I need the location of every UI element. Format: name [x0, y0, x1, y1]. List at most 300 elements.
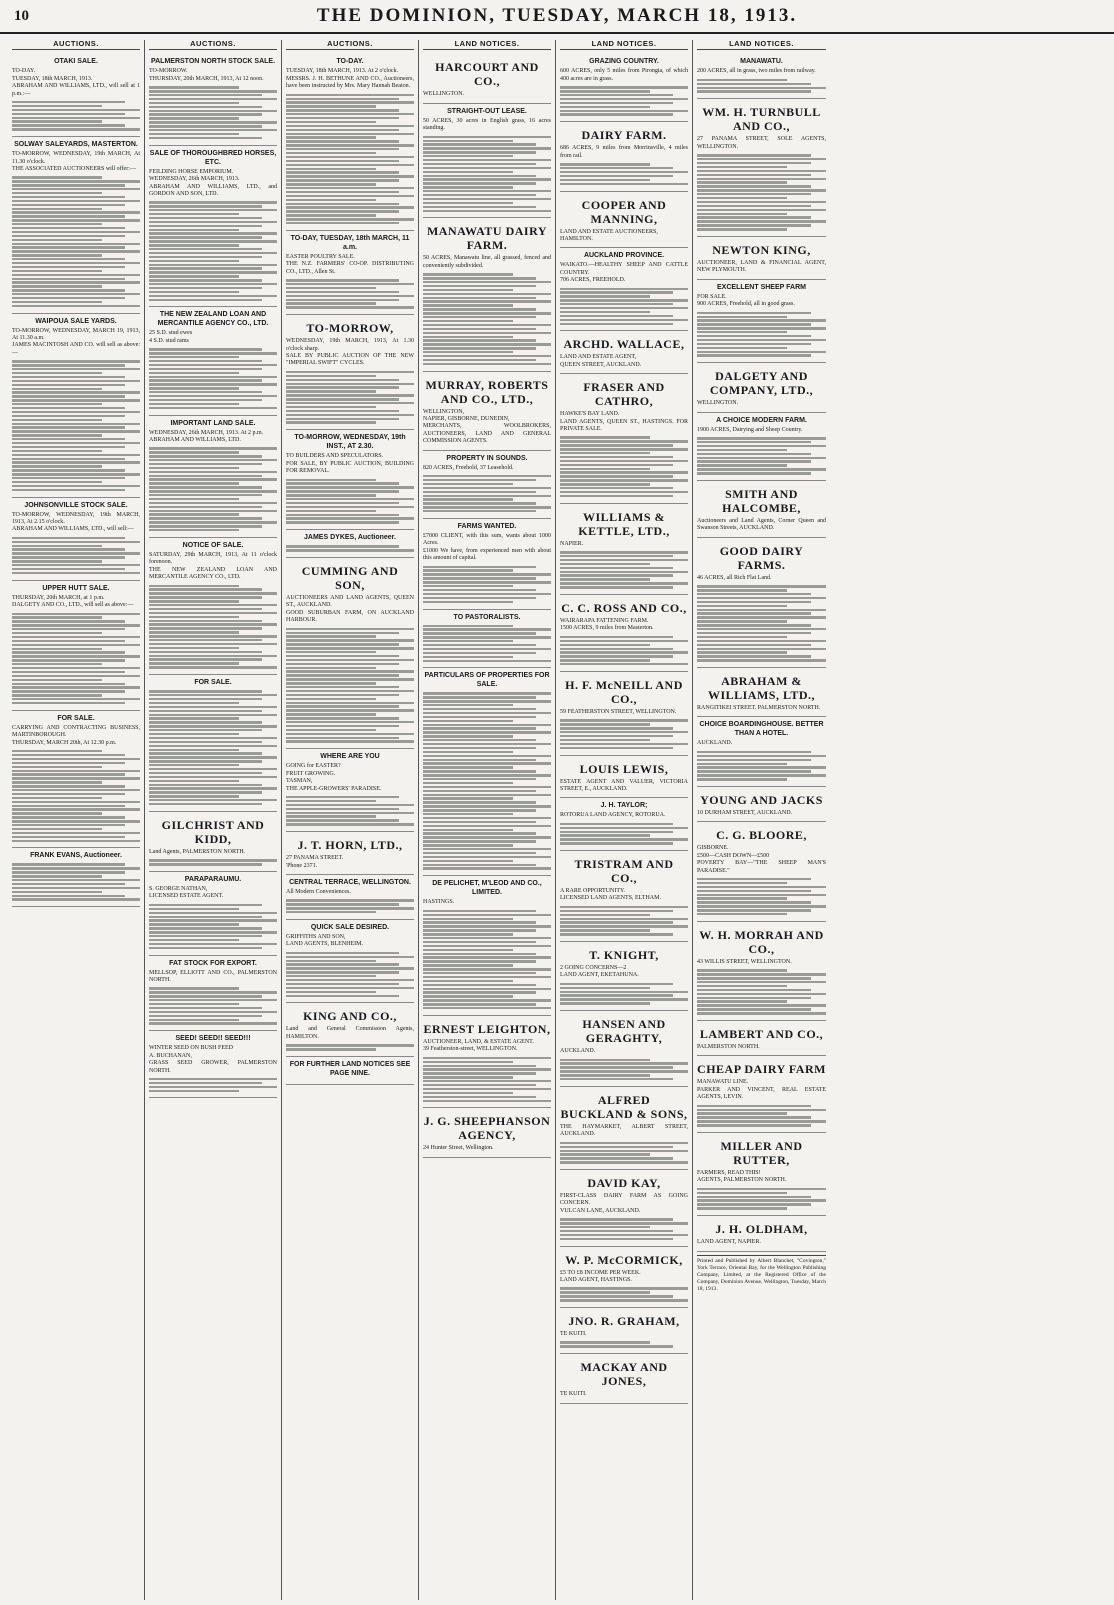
small-print-block — [149, 1078, 277, 1092]
advertisement-heading: JOHNSONVILLE STOCK SALE. — [24, 501, 128, 509]
advertisement — [560, 1087, 688, 1170]
advertisement — [12, 711, 140, 849]
advertisement-heading: CHOICE BOARDINGHOUSE. BETTER THAN A HOTEL. — [699, 721, 824, 738]
advertisement-heading: WM. H. TURNBULL AND CO., — [702, 105, 821, 134]
advertisement-heading: EXCELLENT SHEEP FARM — [717, 283, 806, 291]
advertisement-heading: GRAZING COUNTRY. — [589, 58, 659, 66]
advertisement — [149, 872, 277, 956]
advertisement-text: Auctioneers and Land Agents, Corner Queen and Swanson Streets, AUCKLAND. — [697, 518, 826, 532]
advertisement-text: TE KUITI. — [560, 1391, 587, 1398]
advertisement-heading: FOR SALE. — [194, 679, 232, 687]
advertisement-heading: THE NEW ZEALAND LOAN AND MERCANTILE AGENCY CO., LTD. — [157, 311, 269, 328]
small-print-block — [697, 437, 826, 474]
advertisement-text: 820 ACRES, Freehold, 37 Leasehold. — [423, 464, 514, 471]
advertisement — [423, 519, 551, 610]
advertisement-heading: JNO. R. GRAHAM, — [568, 1314, 680, 1328]
advertisement-text: AUCKLAND. — [560, 1048, 596, 1055]
advertisement-text: A. BUCHANAN, — [149, 1052, 192, 1059]
advertisement-text: AUCTIONEERS AND LAND AGENTS, QUEEN ST., AUCKLAND. — [286, 595, 414, 609]
imprint-footer: Printed and Published by Albert Blanchet, "Covington," York Terrace, Oriental Bay, for the Wellington Publishing Company, Limited, at the Registered Office of the Company, Dominion Avenue, Wellington, Tuesday, March 18, 1913. — [697, 1255, 826, 1293]
small-print-block — [560, 86, 688, 116]
advertisement-heading: COOPER AND MANNING, — [581, 197, 667, 226]
advertisement-text: 'Phone 2371. — [286, 862, 318, 869]
advertisement-heading: IMPORTANT LAND SALE. — [170, 419, 256, 427]
advertisement-heading: HARCOURT AND CO., — [435, 60, 539, 89]
advertisement-text: LAND AGENT, HASTINGS. — [560, 1277, 632, 1284]
advertisement-text: 25 S.D. stud ewes — [149, 330, 193, 337]
advertisement-text: ESTATE AGENT AND VALUER, VICTORIA STREET, E., AUCKLAND. — [560, 778, 688, 792]
advertisement-text: 27 PANAMA STREET. — [286, 855, 344, 862]
advertisement-heading: WAIPOUA SALE YARDS. — [35, 317, 117, 325]
advertisement-text: SATURDAY, 29th MARCH, 1913, At 11 o'clock forenoon. — [149, 551, 277, 566]
advertisement — [560, 504, 688, 595]
advertisement-heading: PROPERTY IN SOUNDS. — [446, 454, 528, 462]
small-print-block — [423, 625, 551, 662]
advertisement — [697, 363, 826, 412]
column-heading: AUCTIONS. — [149, 40, 277, 50]
advertisement-heading: J. H. TAYLOR; — [600, 802, 648, 810]
advertisement-heading: UPPER HUTT SALE. — [42, 584, 110, 592]
advertisement-text: THE HAYMARKET, ALBERT STREET, AUCKLAND. — [560, 1123, 688, 1138]
advertisement — [149, 416, 277, 538]
advertisement-text: Land Agents, PALMERSTON NORTH. — [149, 848, 246, 855]
advertisement-text: 43 WILLIS STREET, WELLINGTON. — [697, 958, 792, 965]
small-print-block — [423, 566, 551, 603]
advertisement-heading: MANAWATU DAIRY FARM. — [426, 224, 548, 253]
advertisement-text: GOING for EASTER? — [286, 763, 341, 770]
advertisement-heading: AUCKLAND PROVINCE. — [583, 252, 665, 260]
advertisement — [697, 1056, 826, 1133]
advertisement-heading: DALGETY AND COMPANY, LTD., — [709, 369, 814, 398]
advertisement-heading: FRANK EVANS, Auctioneer. — [30, 852, 122, 860]
small-print-block — [560, 823, 688, 845]
advertisement — [697, 413, 826, 481]
advertisement — [423, 610, 551, 669]
column-heading: AUCTIONS. — [12, 40, 140, 50]
advertisement — [286, 875, 414, 920]
advertisement-heading: SALE OF THOROUGHBRED HORSES, ETC. — [149, 149, 277, 166]
advertisement-text: TO-DAY. — [12, 68, 36, 75]
advertisement-heading: YOUNG AND JACKS — [700, 793, 823, 807]
advertisement-text: FEILDING HORSE EMPORIUM. — [149, 168, 234, 175]
small-print-block — [286, 628, 414, 743]
advertisement-text: WINTER SEED ON BUSH FEED — [149, 1045, 233, 1052]
advertisement-text: LAND AGENT, EKETAHUNA. — [560, 972, 639, 979]
column-1 — [8, 40, 145, 1600]
advertisement-text: £500—CASH DOWN—£500 — [697, 852, 770, 859]
advertisement — [286, 832, 414, 875]
column-heading: LAND NOTICES. — [423, 40, 551, 50]
small-print-block — [286, 279, 414, 309]
advertisement-text: £7000 CLIENT, with this sum, wants about 1000 Acres. — [423, 532, 551, 547]
advertisement — [423, 218, 551, 371]
advertisement — [423, 1108, 551, 1157]
advertisement-text: THE ASSOCIATED AUCTIONEERS will offer:— — [12, 165, 136, 172]
small-print-block — [423, 273, 551, 365]
page-number: 10 — [14, 7, 29, 24]
small-print-block — [12, 360, 140, 491]
advertisement — [12, 54, 140, 137]
column-2 — [145, 40, 282, 1600]
advertisement-text: FOR SALE. — [697, 293, 727, 300]
advertisement-text: 706 ACRES, FREEHOLD. — [560, 277, 626, 284]
advertisement-heading: QUICK SALE DESIRED. — [310, 923, 390, 931]
small-print-block — [149, 690, 277, 805]
advertisement — [149, 1031, 277, 1098]
small-print-block — [149, 904, 277, 949]
advertisement — [286, 1003, 414, 1057]
small-print-block — [149, 348, 277, 409]
advertisement-text: LAND AGENTS, QUEEN ST., HASTINGS. FOR PRIVATE SALE. — [560, 418, 688, 433]
advertisement-text: TO-MORROW. — [149, 68, 188, 75]
advertisement-heading: C. C. ROSS AND CO., — [561, 601, 687, 616]
advertisement — [560, 374, 688, 503]
advertisement-heading: PALMERSTON NORTH STOCK SALE. — [150, 58, 276, 66]
advertisement — [286, 430, 414, 530]
masthead — [0, 0, 1114, 34]
small-print-block — [697, 312, 826, 357]
small-print-block — [423, 475, 551, 512]
advertisement-heading: FAT STOCK FOR EXPORT. — [169, 959, 257, 967]
advertisement-heading: J. G. SHEEPHANSON AGENCY, — [423, 1114, 551, 1143]
advertisement-heading: TO PASTORALISTS. — [453, 613, 521, 621]
column-5 — [556, 40, 693, 1600]
advertisement-heading: GILCHRIST AND KIDD, — [161, 817, 265, 846]
small-print-block — [286, 1044, 414, 1050]
small-print-block — [697, 1105, 826, 1127]
advertisement-text: WAIKATO.—HEALTHY SHEEP AND CATTLE COUNTRY. — [560, 262, 688, 276]
advertisement — [286, 1057, 414, 1085]
advertisement — [423, 1016, 551, 1109]
advertisement-heading: CENTRAL TERRACE, WELLINGTON. — [289, 878, 411, 886]
advertisement — [697, 481, 826, 538]
advertisement — [560, 1170, 688, 1247]
advertisement-heading: WHERE ARE YOU — [320, 753, 380, 761]
advertisement — [560, 1011, 688, 1087]
small-print-block — [697, 154, 826, 230]
small-print-block — [12, 537, 140, 574]
advertisement-text: AUCKLAND. — [697, 740, 733, 747]
advertisement-text: ABRAHAM AND WILLIAMS, LTD. — [149, 436, 241, 443]
advertisement — [149, 146, 277, 308]
advertisement-heading: C. G. BLOORE, — [716, 828, 807, 843]
advertisement-text: QUEEN STREET, AUCKLAND. — [560, 361, 642, 368]
advertisement-heading: PARTICULARS OF PROPERTIES FOR SALE. — [424, 672, 550, 689]
advertisement-heading: TO-MORROW, — [306, 321, 394, 336]
advertisement-text: TO-MORROW, WEDNESDAY, 19th MARCH, 1913, At 2.15 o'clock. — [12, 511, 140, 525]
advertisement-text: TUESDAY, 18th MARCH, 1913. At 2 o'clock. — [286, 68, 399, 75]
advertisement-text: AUCTIONEER, LAND & FINANCIAL AGENT, NEW PLYMOUTH. — [697, 260, 826, 274]
advertisement-text: RANGITIKEI STREET. PALMERSTON NORTH. — [697, 705, 821, 712]
small-print-block — [697, 585, 826, 661]
advertisement-heading: SMITH AND HALCOMBE, — [722, 487, 801, 516]
advertisement-text: £1000 We have, from experienced men with about this amount of capital. — [423, 547, 551, 562]
advertisement-text: 1900 ACRES, Dairying and Sheep Country. — [697, 426, 803, 433]
advertisement — [12, 137, 140, 314]
advertisement-heading: H. F. McNEILL AND CO., — [565, 677, 683, 706]
advertisement-text: 2 GOING CONCERNS—2 — [560, 965, 627, 971]
advertisement-text: A RARE OPPORTUNITY. — [560, 888, 626, 895]
advertisement — [286, 920, 414, 1004]
advertisement-text: THE NEW ZEALAND LOAN AND MERCANTILE AGENCY CO., LTD. — [149, 566, 277, 581]
advertisement — [286, 558, 414, 749]
advertisement — [423, 876, 551, 1016]
advertisement-text: FIRST-CLASS DAIRY FARM AS GOING CONCERN. — [560, 1193, 688, 1207]
advertisement-heading: W. H. MORRAH AND CO., — [699, 927, 824, 956]
advertisement — [286, 231, 414, 315]
advertisement — [560, 192, 688, 249]
advertisement-heading: PARAPARAUMU. — [184, 876, 242, 884]
advertisement-text: HAMILTON. — [560, 235, 593, 242]
advertisement-text: MERCHANTS, WOOLBROKERS, AUCTIONEERS, LAND AND GENERAL COMMISSION AGENTS. — [423, 423, 551, 445]
advertisement-heading: GOOD DAIRY FARMS. — [719, 543, 804, 572]
advertisement-text: MELLSOP, ELLIOTT AND CO., PALMERSTON NORTH. — [149, 969, 277, 983]
advertisement — [697, 99, 826, 237]
advertisement-heading: HANSEN AND GERAGHTY, — [582, 1017, 666, 1046]
advertisement — [560, 851, 688, 942]
advertisement — [560, 54, 688, 122]
column-4 — [419, 40, 556, 1600]
advertisement — [697, 1216, 826, 1251]
advertisement-text: LAND AND ESTATE AGENT, — [560, 354, 637, 361]
small-print-block — [286, 94, 414, 225]
advertisement-heading: J. H. OLDHAM, — [715, 1222, 808, 1237]
advertisement-text: THE APPLE-GROWERS' PARADISE. — [286, 785, 382, 792]
small-print-block — [286, 545, 414, 551]
column-3 — [282, 40, 419, 1600]
small-print-block — [697, 878, 826, 915]
advertisement-text: POVERTY BAY—"THE SHEEP MAN'S PARADISE." — [697, 860, 826, 874]
advertisement — [149, 307, 277, 415]
advertisement — [697, 922, 826, 1021]
advertisement-heading: SOLWAY SALEYARDS, MASTERTON. — [14, 141, 138, 149]
advertisement-text: 4 S.D. stud rams — [149, 337, 189, 344]
advertisement-text: 1500 ACRES, 9 miles from Masterton. — [560, 625, 654, 632]
advertisement-text: VULCAN LANE, AUCKLAND. — [560, 1207, 641, 1214]
advertisement-heading: SEED! SEED!! SEED!!! — [175, 1035, 251, 1043]
advertisement-text: GISBORNE. — [697, 845, 729, 852]
small-print-block — [12, 613, 140, 705]
small-print-block — [12, 863, 140, 900]
small-print-block — [697, 1188, 826, 1210]
advertisement-text: WEDNESDAY, 26th MARCH, 1913. At 2 p.m. — [149, 429, 264, 436]
advertisement-heading: DE PELICHET, M'LEOD AND CO., LIMITED. — [432, 880, 542, 897]
advertisement — [560, 1354, 688, 1403]
small-print-block — [423, 692, 551, 869]
advertisement-text: GRIFFITHS AND SON, — [286, 933, 346, 940]
advertisement-heading: LAMBERT AND CO., — [699, 1027, 824, 1042]
advertisement-heading: FRASER AND CATHRO, — [583, 380, 665, 409]
advertisement — [423, 451, 551, 519]
advertisement-heading: OTAKI SALE. — [54, 58, 98, 66]
advertisement-heading: STRAIGHT-OUT LEASE. — [447, 107, 527, 115]
small-print-block — [286, 952, 414, 997]
advertisement — [286, 54, 414, 231]
advertisement-text: £5 TO £8 INCOME PER WEEK. — [560, 1269, 641, 1276]
advertisement — [697, 538, 826, 668]
advertisement-heading: FARMS WANTED. — [457, 522, 517, 530]
advertisement-text: TO-MORROW, WEDNESDAY, MARCH 19, 1913, At 11.30 a.m. — [12, 327, 140, 342]
small-print-block — [560, 1287, 688, 1301]
advertisement-text: GRASS SEED GROWER, PALMERSTON NORTH. — [149, 1060, 277, 1074]
advertisement-heading: TRISTRAM AND CO., — [574, 857, 674, 886]
advertisement-text: FRUIT GROWING. — [286, 770, 336, 777]
advertisement-text: TO-MORROW, WEDNESDAY, 19th MARCH, At 11.30 o'clock. — [12, 151, 140, 165]
advertisement — [560, 331, 688, 374]
advertisement-text: NAPIER. — [560, 540, 584, 547]
small-print-block — [286, 796, 414, 826]
advertisement-heading: CUMMING AND SON, — [301, 564, 399, 593]
advertisement-text: Land and General Commission Agents, HAMILTON. — [286, 1026, 414, 1040]
advertisement — [560, 756, 688, 799]
advertisement-text: LICENSED LAND AGENTS, ELTHAM. — [560, 895, 661, 902]
small-print-block — [423, 136, 551, 212]
advertisement — [423, 104, 551, 219]
advertisement-heading: TO-MORROW, WEDNESDAY, 19th INST., AT 2.30. — [294, 434, 406, 451]
advertisement-heading: TO-DAY, TUESDAY, 18th MARCH, 11 a.m. — [290, 234, 410, 251]
advertisement-heading: ARCHD. WALLACE, — [563, 337, 685, 352]
advertisement-heading: J. T. HORN, LTD., — [297, 838, 403, 853]
advertisement-text: ROTORUA LAND AGENCY, ROTORUA. — [560, 812, 666, 819]
advertisement — [12, 848, 140, 907]
advertisement — [560, 1308, 688, 1354]
advertisement-text: ABRAHAM AND WILLIAMS, LTD., will sell at 1 p.m.:— — [12, 83, 140, 97]
advertisement-text: EASTER POULTRY SALE. — [286, 253, 355, 260]
advertisement — [560, 595, 688, 672]
small-print-block — [560, 1341, 688, 1347]
advertisement — [697, 280, 826, 364]
small-print-block — [560, 163, 688, 185]
advertisement-text: THE N.Z. FARMERS' CO-OP. DISTRIBUTING CO., LTD., Allen St. — [286, 261, 414, 275]
small-print-block — [560, 551, 688, 588]
advertisement-text: WELLINGTON, — [423, 408, 465, 415]
advertisement-text: 59 FEATHERSTON STREET, WELLINGTON. — [560, 708, 677, 715]
advertisement-text: 900 ACRES, Freehold, all in good grass. — [697, 301, 795, 308]
small-print-block — [560, 436, 688, 497]
advertisement-text: PARKER AND VINCENT, REAL ESTATE AGENTS, LEVIN. — [697, 1086, 826, 1101]
advertisement-text: PALMERSTON NORTH. — [697, 1044, 760, 1051]
advertisement — [286, 315, 414, 430]
advertisement-heading: NEWTON KING, — [712, 243, 811, 257]
advertisement-heading: MACKAY AND JONES, — [580, 1360, 668, 1389]
small-print-block — [149, 86, 277, 139]
advertisement — [697, 54, 826, 99]
small-print-block — [423, 910, 551, 1010]
small-print-block — [560, 906, 688, 936]
advertisement — [697, 1021, 826, 1056]
advertisement-heading: ALFRED BUCKLAND & SONS, — [560, 1092, 688, 1121]
small-print-block — [560, 1059, 688, 1081]
advertisement-heading: DAIRY FARM. — [581, 128, 667, 143]
small-print-block — [697, 751, 826, 781]
column-heading: LAND NOTICES. — [697, 40, 826, 50]
advertisement-heading: ERNEST LEIGHTON, — [423, 1021, 551, 1036]
advertisement-text: 24 Hunter Street, Wellington. — [423, 1145, 494, 1152]
advertisement-text: AUCTIONEER, LAND, & ESTATE AGENT. — [423, 1038, 534, 1045]
small-print-block — [560, 636, 688, 666]
small-print-block — [560, 288, 688, 325]
small-print-block — [286, 899, 414, 913]
advertisement-text: WELLINGTON. — [697, 400, 739, 407]
advertisement — [286, 530, 414, 558]
advertisement-text: FOR SALE, BY PUBLIC AUCTION, BUILDING FOR REMOVAL. — [286, 460, 414, 475]
small-print-block — [149, 585, 277, 669]
advertisement-heading: LOUIS LEWIS, — [579, 761, 669, 776]
advertisement — [697, 668, 826, 717]
small-print-block — [697, 969, 826, 1014]
advertisement-heading: NOTICE OF SALE. — [182, 541, 244, 549]
small-print-block — [560, 1218, 688, 1240]
advertisement-text: WEDNESDAY, 26th MARCH, 1913. — [149, 176, 240, 183]
advertisement-text: MESSRS. J. H. BETHUNE AND CO., Auctioneers, have been instructed by Mrs. Mary Hannah Beaton. — [286, 75, 414, 90]
small-print-block — [149, 987, 277, 1024]
advertisement-heading: JAMES DYKES, Auctioneer. — [304, 534, 396, 542]
advertisement-text: 39 Featherston-street, WELLINGTON. — [423, 1046, 518, 1053]
advertisement — [560, 122, 688, 191]
advertisement — [149, 675, 277, 812]
advertisement-heading: ABRAHAM & WILLIAMS, LTD., — [707, 674, 816, 703]
advertisement-text: HAWKE'S BAY LAND. — [560, 411, 620, 418]
advertisement — [423, 668, 551, 876]
advertisement-text: ABRAHAM AND WILLIAMS, LTD., will sell:— — [12, 526, 134, 533]
advertisement-text: JAMES MACINTOSH AND CO. will sell as above:— — [12, 342, 140, 356]
advertisement — [560, 798, 688, 851]
small-print-block — [12, 750, 140, 842]
advertisement-text: LAND AND ESTATE AUCTIONEERS, — [560, 228, 658, 235]
advertisement-text: GOOD SUBURBAN FARM, ON AUCKLAND HARBOUR. — [286, 609, 414, 624]
advertisement-heading: CHEAP DAIRY FARM — [697, 1062, 826, 1077]
advertisement-heading: A CHOICE MODERN FARM. — [716, 416, 807, 424]
advertisement — [149, 812, 277, 872]
advertisement-text: FARMERS, READ THIS! — [697, 1170, 761, 1176]
small-print-block — [560, 719, 688, 749]
advertisement-text: 600 ACRES, only 5 miles from Pirongia, of which 400 acres are in grass. — [560, 68, 688, 82]
column-6 — [693, 40, 830, 1600]
advertisement — [149, 54, 277, 145]
advertisement-text: ABRAHAM AND WILLIAMS, LTD., and GORDON AND SON, LTD. — [149, 183, 277, 197]
advertisement-text: LICENSED ESTATE AGENT. — [149, 893, 224, 900]
advertisement — [697, 717, 826, 787]
advertisement-text: TASMAN, — [286, 778, 313, 785]
advertisement-text: SALE BY PUBLIC AUCTION OF THE NEW "IMPERIAL SWIFT" CYCLES. — [286, 353, 414, 367]
advertisement — [423, 54, 551, 103]
advertisement-heading: W. P. McCORMICK, — [565, 1252, 683, 1267]
advertisement — [560, 248, 688, 331]
advertisement-text: TE KUITI. — [560, 1331, 587, 1337]
advertisement — [560, 1247, 688, 1308]
column-heading: AUCTIONS. — [286, 40, 414, 50]
advertisement-text: WAIRARAPA FATTENING FARM. — [560, 618, 649, 625]
advertisement-heading: MURRAY, ROBERTS AND CO., LTD., — [425, 377, 549, 406]
small-print-block — [423, 1057, 551, 1102]
advertisement — [12, 314, 140, 498]
advertisement-text: THURSDAY, 20th MARCH, 1913, At 12 noon. — [149, 75, 264, 82]
small-print-block — [149, 859, 277, 865]
advertisement-text: 10 DURHAM STREET, AUCKLAND. — [697, 810, 793, 816]
advertisement — [697, 822, 826, 922]
advertisement-text: CARRYING AND CONTRACTING BUSINESS, MARTINBOROUGH. — [12, 724, 140, 739]
advertisement-text: TUESDAY, 18th MARCH, 1913. — [12, 75, 93, 82]
advertisement-text: NAPIER, GISBORNE, DUNEDIN, — [423, 416, 510, 423]
advertisement-heading: T. KNIGHT, — [589, 948, 659, 962]
advertisement-text: THURSDAY, 20th MARCH, at 1 p.m. — [12, 594, 105, 601]
advertisement-heading: FOR FURTHER LAND NOTICES SEE PAGE NINE. — [289, 1061, 411, 1077]
advertisement-text: AGENTS, PALMERSTON NORTH. — [697, 1177, 787, 1184]
advertisement-text: 686 ACRES, 9 miles from Morrinsville, 4 miles from rail. — [560, 145, 688, 159]
advertisement-heading: TO-DAY. — [336, 58, 364, 66]
small-print-block — [286, 479, 414, 524]
columns-container — [8, 40, 1106, 1600]
